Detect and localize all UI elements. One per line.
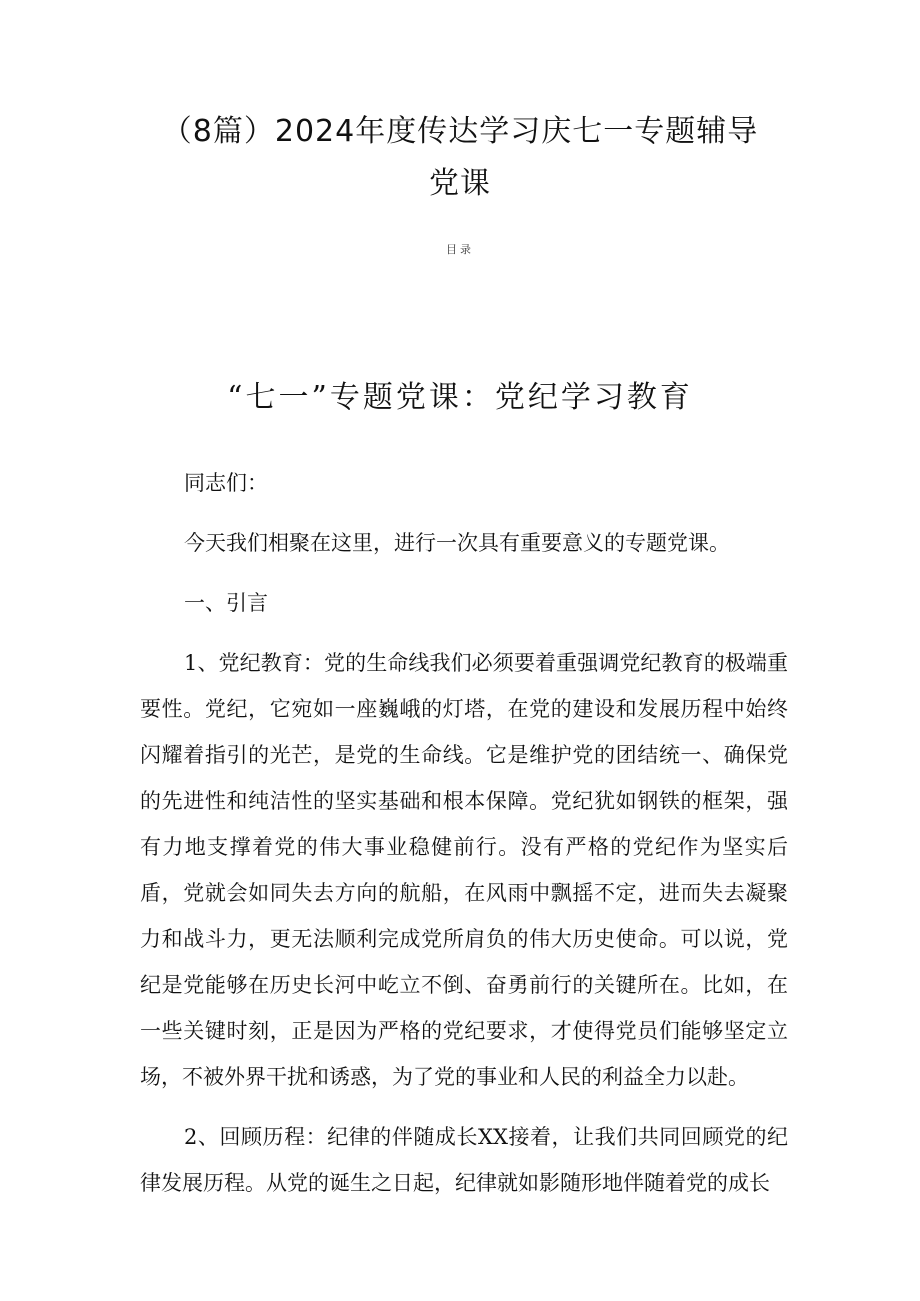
- intro-paragraph: 今天我们相聚在这里，进行一次具有重要意义的专题党课。: [184, 531, 730, 555]
- document-title: （8篇）2024年度传达学习庆七一专题辅导党课: [161, 114, 759, 201]
- salutation-paragraph: 同志们：: [184, 471, 268, 495]
- document-body: [140, 460, 788, 1206]
- body-paragraph-2: 2、回顾历程：纪律的伴随成长XX接着，让我们共同回顾党的纪律发展历程。从党的诞生之日起，纪律就如影随形地伴随着党的成长: [140, 1125, 788, 1195]
- body-paragraph-1: 1、党纪教育：党的生命线我们必须要着重强调党纪教育的极端重要性。党纪，它宛如一座巍峨的灯塔，在党的建设和发展历程中始终闪耀着指引的光芒，是党的生命线。它是维护党的团结统一、确保党的先进性和纯洁性的坚实基础和根本保障。党纪犹如钢铁的框架，强有力地支撑着党的伟大事业稳健前行。没有严格的党纪作为坚实后盾，党就会如同失去方向的航船，在风雨中飘摇不定，进而失去凝聚力和战斗力，更无法顺利完成党所肩负的伟大历史使命。可以说，党纪是党能够在历史长河中屹立不倒、奋勇前行的关键所在。比如，在一些关键时刻，正是因为严格的党纪要求，才使得党员们能够坚定立场，不被外界干扰和诱惑，为了党的事业和人民的利益全力以赴。: [140, 651, 788, 1089]
- toc-label: 目录: [446, 243, 474, 256]
- section-title: “七一”专题党课：党纪学习教育: [227, 380, 693, 415]
- heading-paragraph: 一、引言: [184, 591, 268, 615]
